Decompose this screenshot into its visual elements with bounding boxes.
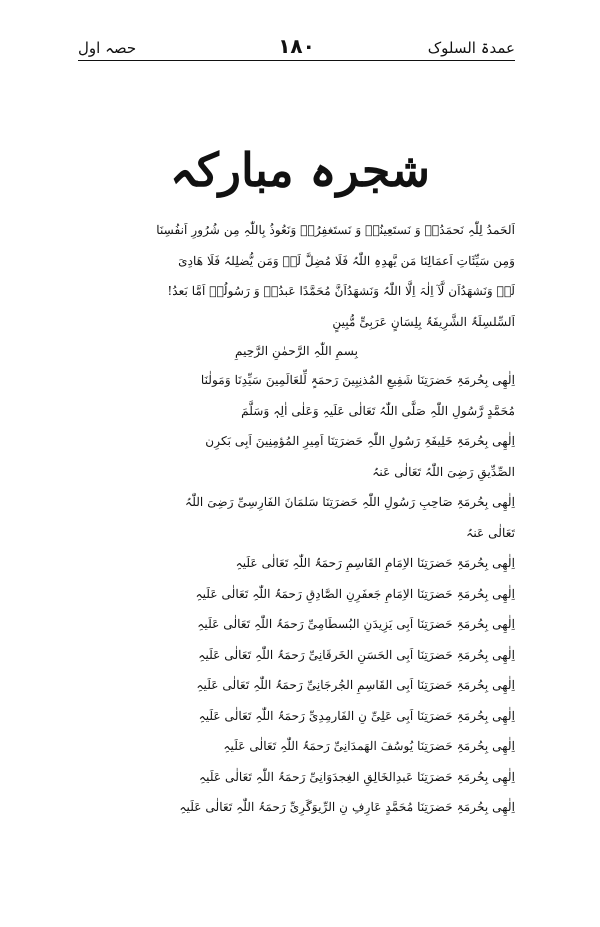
- text-line: مُحَمَّدٍ رَّسُولِ اللّٰہِ صَلَّی اللّٰہُ تَعَالٰی عَلَیہِ وَعَلٰی اٰلِہٖ وَسَلَّمَ: [241, 403, 515, 418]
- text-line: اِلٰھِی بِحُرمَۃِ حَضرَتِنَا الاِمَامِ جَعفَرِنِ الصَّادِقِ رَحمَۃُ اللّٰہِ تَعَالٰی عَلَیہِ: [195, 586, 515, 601]
- text-line: اَلسِّلسِلَۃُ الشَّرِیفَۃُ بِلِسَانٍ عَرَبِیٍّ مُّبِینٍ: [332, 314, 515, 329]
- text-line: اِلٰھِی بِحُرمَۃِ حَضرَتِنَا اَبِی القَاسِمِ الجُرجَانِیِّ رَحمَۃُ اللّٰہِ تَعَالٰی عَلَیہِ: [196, 678, 515, 693]
- text-line: تَعَالٰی عَنہُ: [466, 525, 515, 540]
- text-line: لَہٗ وَنَشھَدُاَن لَّآ اِلٰہَ اِلَّا اللّٰہُ وَنَشھَدُاَنَّ مُحَمَّدًا عَبدُہٗ وَ رَسُولُہٗ اَمَّا بَعدُ!: [167, 284, 515, 299]
- text-line: اِلٰھِی بِحُرمَۃِ حَضرَتِنَا اَبِی الحَسَنِ الخَرقَانِیِّ رَحمَۃُ اللّٰہِ تَعَالٰی عَلَیہِ: [198, 647, 515, 662]
- running-title: عمدۃ السلوک: [427, 39, 515, 57]
- text-line: اِلٰھِی بِحُرمَۃِ حَضرَتِنَا الاِمَامِ القَاسِمِ رَحمَۃُ اللّٰہِ تَعَالٰی عَلَیہِ: [235, 556, 515, 571]
- bismillah-line: بِسمِ اللّٰہِ الرَّحمٰنِ الرَّحِیمِ: [234, 343, 359, 358]
- page-number: ۱۸۰: [278, 34, 315, 58]
- text-line: اِلٰھِی بِحُرمَۃِ حَضرَتِنَا عَبدِالخَالِقِ الغِجدَوَانِیِّ رَحمَۃُ اللّٰہِ تَعَالٰی عَلَیہِ: [199, 769, 515, 784]
- text-line: اِلٰھِی بِحُرمَۃِ صَاحِبِ رَسُولِ اللّٰہِ حَضرَتِنَا سَلمَانَ الفَارِسِیِّ رَضِیَ اللّٰہُ: [185, 495, 515, 510]
- text-line: وَمِن سَیِّئَاتِ اَعمَالِنَا مَن یَّھدِہِ اللّٰہُ فَلَا مُضِلَّ لَہٗ وَمَن یُّضلِلہُ فَلَا ھَادِیَ: [178, 253, 515, 268]
- text-line: اَلحَمدُ لِلّٰہِ نَحمَدُہٗ وَ نَستَعِینُہٗ وَ نَستَغفِرُہٗ وَنَعُوذُ بِاللّٰہِ مِن شُرُورِ اَنفُسِنَا: [156, 223, 515, 238]
- page-header: [78, 30, 515, 61]
- chapter-title: شجرہ مبارکہ: [169, 143, 431, 197]
- text-line: اِلٰھِی بِحُرمَۃِ حَضرَتِنَا شَفِیعِ المُذنِبِینَ رَحمَۃٍ لِّلعَالَمِینَ سَیِّدِنَا وَمَولٰنَا: [200, 373, 515, 388]
- text-line: اِلٰھِی بِحُرمَۃِ حَضرَتِنَا یُوسُفَ الھَمدَانِیِّ رَحمَۃُ اللّٰہِ تَعَالٰی عَلَیہِ: [223, 739, 515, 754]
- text-body: [78, 215, 515, 823]
- text-line: الصِّدِّیقِ رَضِیَ اللّٰہُ تَعَالٰی عَنہُ: [372, 464, 515, 479]
- text-line: اِلٰھِی بِحُرمَۃِ حَضرَتِنَا اَبِی عَلِیِّ نِ الفَارمِدِیِّ رَحمَۃُ اللّٰہِ تَعَالٰی عَلَیہِ: [198, 708, 515, 723]
- part-label: حصہ اول: [78, 39, 137, 57]
- text-line: اِلٰھِی بِحُرمَۃِ حَضرَتِنَا مُحَمَّدٍ عَارِفِ نِ الرِّیوَگَرِیِّ رَحمَۃُ اللّٰہِ تَعَالٰی عَلَیہِ: [179, 800, 515, 815]
- text-line: اِلٰھِی بِحُرمَۃِ حَضرَتِنَا اَبِی یَزِیدَنِ البُسطَامِیِّ رَحمَۃُ اللّٰہِ تَعَالٰی عَلَیہِ: [197, 617, 515, 632]
- text-line: اِلٰھِی بِحُرمَۃِ خَلِیفَۃِ رَسُولِ اللّٰہِ حَضرَتِنَا اَمِیرِ المُؤمِنِینَ اَبِی بَکرِن: [205, 434, 515, 449]
